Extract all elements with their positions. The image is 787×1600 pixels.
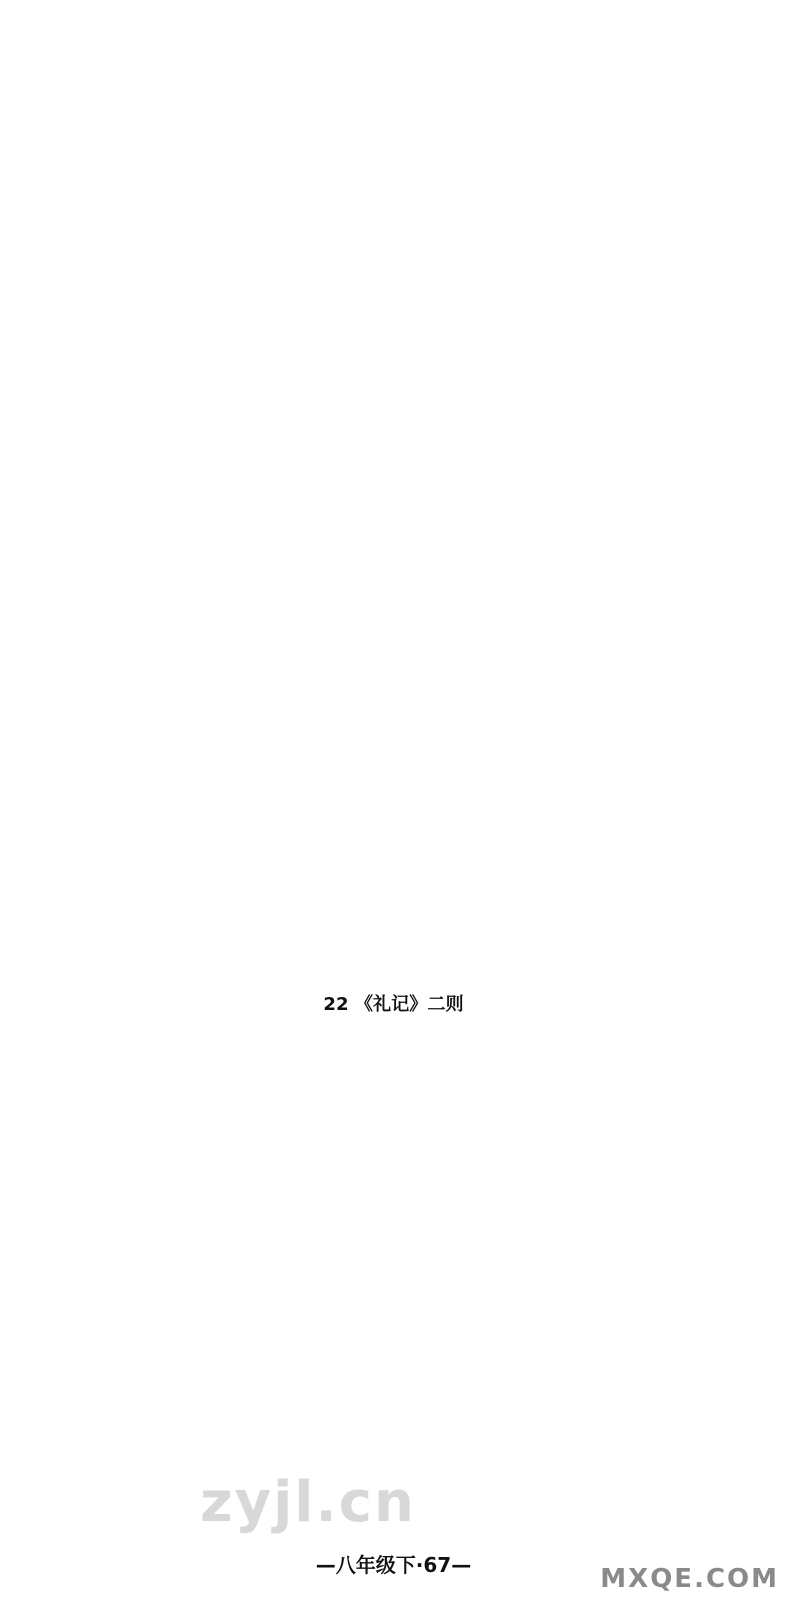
watermark-brand: MXQE.COM — [600, 1564, 779, 1594]
watermark-site: zyjl.cn — [200, 1470, 416, 1536]
section-title: 22 《礼记》二则 — [323, 994, 464, 1016]
page-footer: —八年级下·67— — [315, 1553, 472, 1577]
